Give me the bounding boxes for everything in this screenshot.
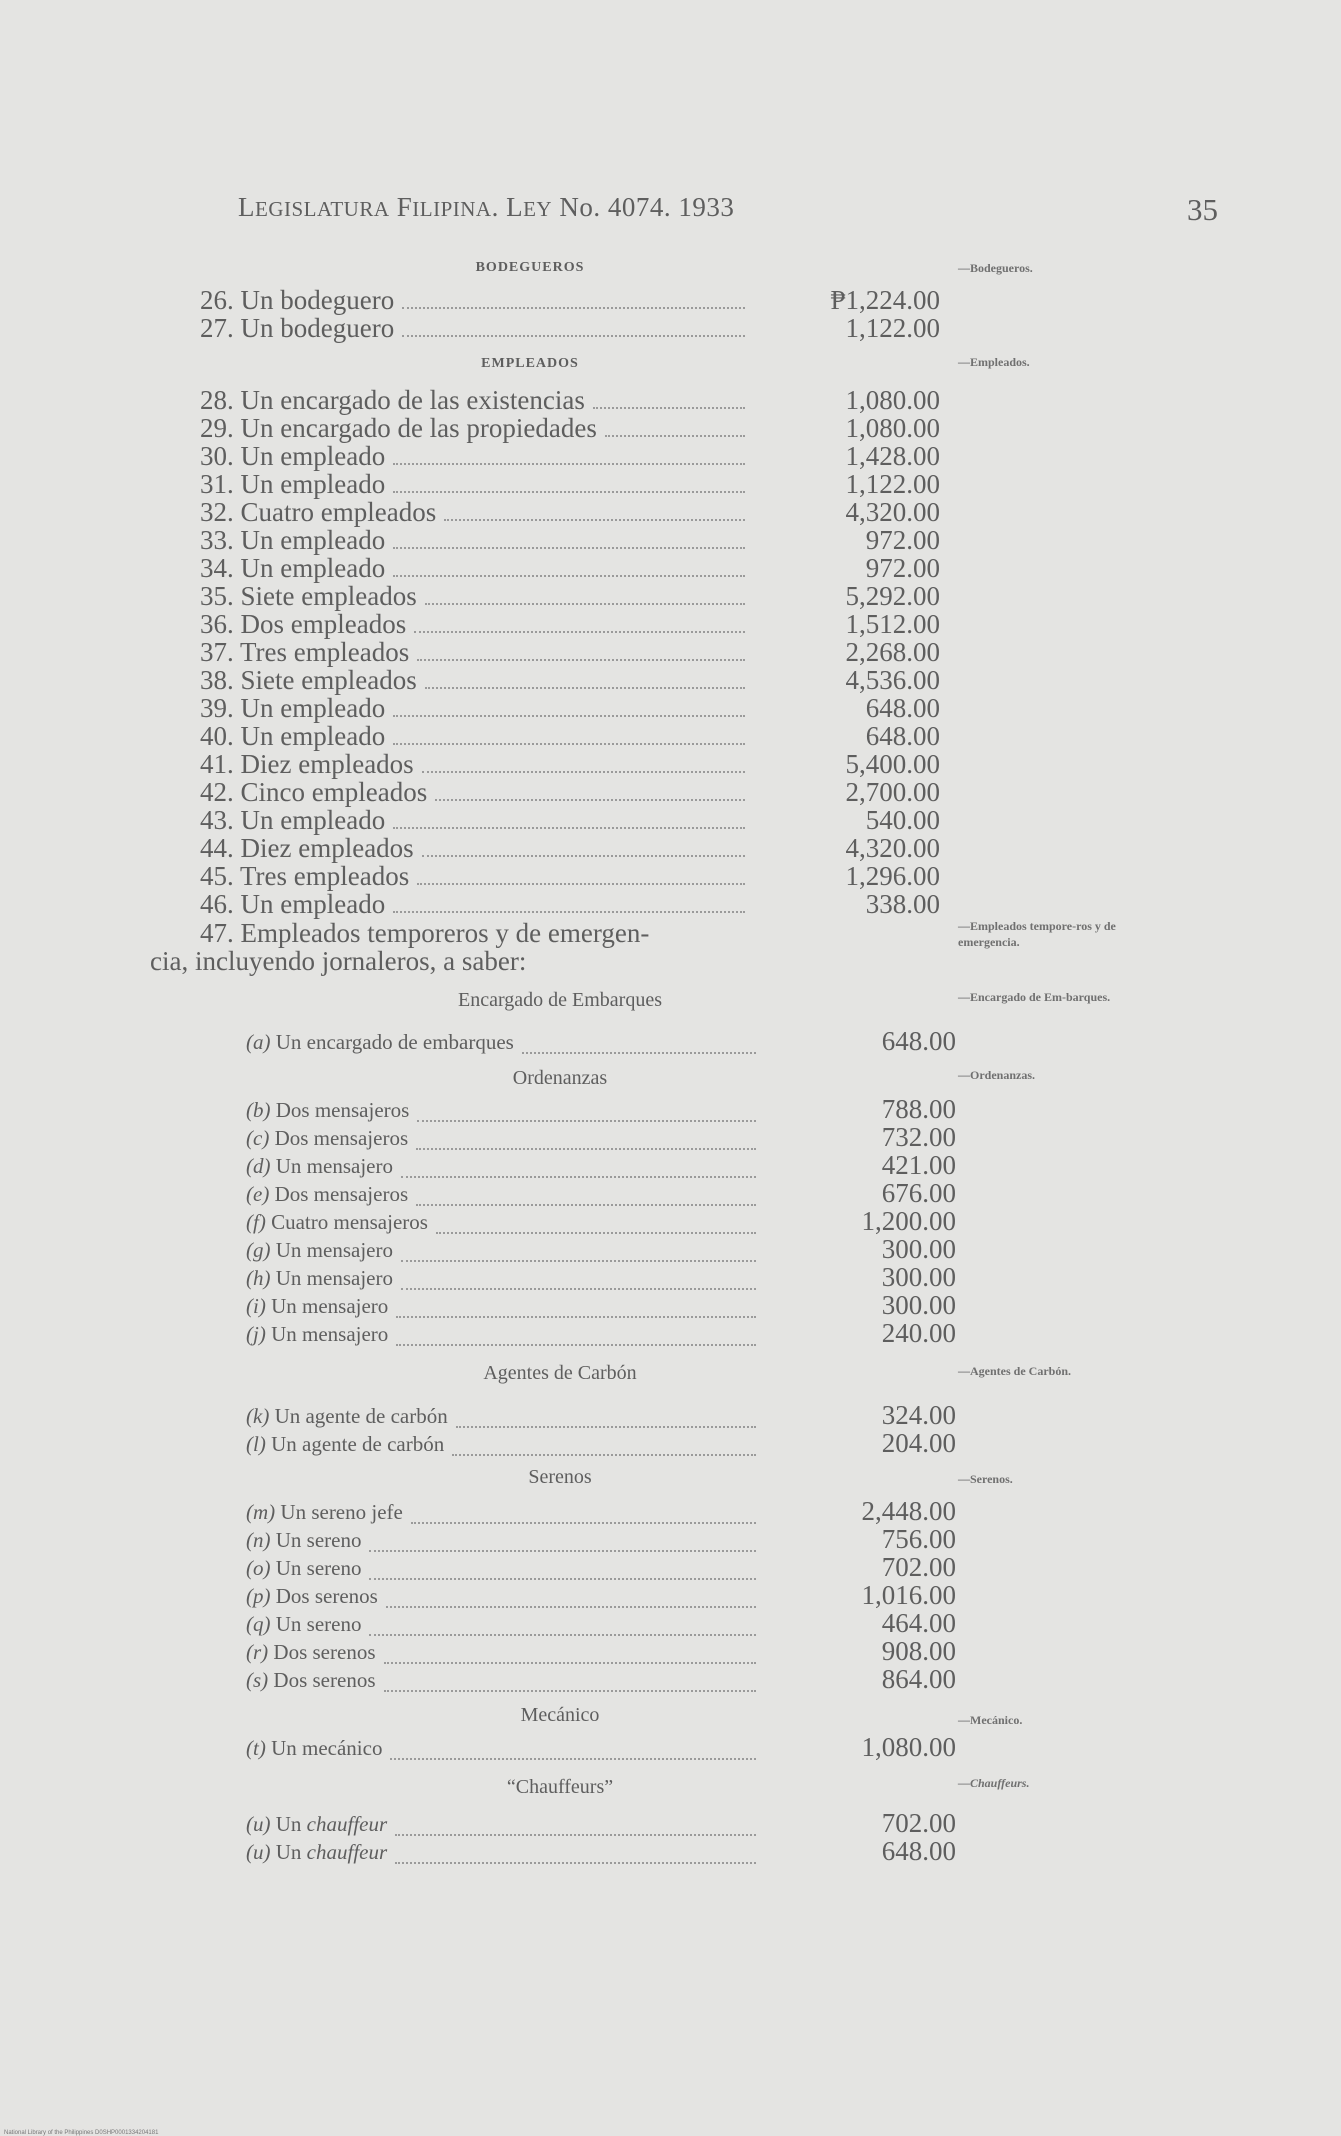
sub-item-amount: 421.00 <box>881 1150 956 1180</box>
sub-item-text: Cuatro mensajeros <box>271 1210 428 1234</box>
leader-dots <box>444 497 745 521</box>
leader-dots <box>605 413 745 437</box>
leader-dots <box>435 777 745 801</box>
sub-item-label <box>246 1640 376 1665</box>
item-amount: 1,080.00 <box>845 413 940 443</box>
leader-dots <box>386 1584 756 1608</box>
item-amount: 1,296.00 <box>845 861 940 891</box>
item-amount: 648.00 <box>865 693 940 723</box>
header-title: LEGISLATURA FILIPINA. LEY No. 4074. 1933 <box>238 192 735 222</box>
sub-item-amount: 204.00 <box>881 1428 956 1458</box>
leader-dots <box>395 1840 756 1864</box>
sub-item-label <box>246 1210 428 1235</box>
item-row <box>200 693 940 721</box>
sub-item-row <box>246 1664 956 1696</box>
sub-item-text: Dos mensajeros <box>275 1098 410 1122</box>
sub-item-label <box>246 1266 393 1291</box>
sub-item-amount: 676.00 <box>881 1178 956 1208</box>
item-47-line2: cia, incluyendo jornaleros, a saber: <box>150 946 527 976</box>
sub-item-text: Un sereno jefe <box>280 1500 403 1524</box>
item-row <box>200 805 940 833</box>
sub-item-label <box>246 1404 448 1429</box>
sub-item-label <box>246 1612 361 1637</box>
item-row <box>200 777 940 805</box>
leader-dots <box>384 1668 756 1692</box>
item-amount: 972.00 <box>865 553 940 583</box>
sub-item-letter: (p) <box>246 1584 271 1608</box>
running-header <box>238 192 1218 232</box>
item-row <box>200 609 940 637</box>
item-row <box>200 285 940 313</box>
page-number: 35 <box>1187 192 1218 227</box>
sub-item-amount: 240.00 <box>881 1318 956 1348</box>
leader-dots <box>401 1266 756 1290</box>
sub-item-amount: 1,016.00 <box>861 1580 956 1610</box>
sub-item-label <box>246 1030 514 1055</box>
sub-item-text: Un sereno <box>275 1556 362 1580</box>
sub-item-letter: (u) <box>246 1812 271 1836</box>
sub-item-letter: (b) <box>246 1098 271 1122</box>
leader-dots <box>393 525 745 549</box>
scan-footer: National Library of the Philippines D0SHP0001334204181 <box>4 2130 159 2136</box>
section-empleados: EMPLEADOS <box>481 356 579 371</box>
item-row <box>200 553 940 581</box>
item-amount: 5,292.00 <box>845 581 940 611</box>
leader-dots <box>395 1812 756 1836</box>
item-row <box>200 497 940 525</box>
sub-item-label <box>246 1126 408 1151</box>
sub-item-amount: 1,080.00 <box>861 1732 956 1762</box>
sub-item-label <box>246 1528 361 1553</box>
sub-item-text: Un mensajero <box>271 1294 389 1318</box>
item-label: 39. Un empleado <box>200 693 386 723</box>
sub-item-amount: 702.00 <box>881 1552 956 1582</box>
leader-dots <box>396 1294 756 1318</box>
item-row <box>200 385 940 413</box>
item-label: 28. Un encargado de las existencias <box>200 385 585 415</box>
section-serenos: Serenos <box>528 1466 592 1488</box>
item-label: 38. Siete empleados <box>200 665 417 695</box>
item-amount: 2,700.00 <box>845 777 940 807</box>
item-row <box>200 749 940 777</box>
margin-note-embarques: —Encargado de Em-barques. <box>958 990 1111 1004</box>
sub-item-text: Dos mensajeros <box>274 1126 409 1150</box>
sub-item-amount: 2,448.00 <box>861 1496 956 1526</box>
item-amount: 4,320.00 <box>845 833 940 863</box>
sub-item-text: Un mensajero <box>275 1154 393 1178</box>
item-row <box>200 889 940 917</box>
sub-item-text: Un sereno <box>275 1528 362 1552</box>
sub-item-amount: 702.00 <box>881 1808 956 1838</box>
item-row <box>200 441 940 469</box>
sub-item-amount: 908.00 <box>881 1636 956 1666</box>
sub-item-label <box>246 1812 387 1837</box>
leader-dots <box>417 637 745 661</box>
sub-item-letter: (n) <box>246 1528 271 1552</box>
sub-item-letter: (k) <box>246 1404 270 1428</box>
item-row <box>200 413 940 441</box>
sub-item-row <box>246 1026 956 1058</box>
sub-item-text: Dos mensajeros <box>274 1182 409 1206</box>
leader-dots <box>393 721 745 745</box>
section-embarques: Encargado de Embarques <box>458 989 662 1011</box>
section-mecanico: Mecánico <box>520 1704 600 1726</box>
leader-dots <box>393 805 745 829</box>
margin-note-ordenanzas: —Ordenanzas. <box>958 1068 1036 1082</box>
sub-item-label <box>246 1840 387 1865</box>
sub-item-amount: 732.00 <box>881 1122 956 1152</box>
item-amount: 648.00 <box>865 721 940 751</box>
margin-note-carbon: —Agentes de Carbón. <box>958 1364 1071 1378</box>
sub-item-letter: (j) <box>246 1322 266 1346</box>
margin-note-mecanico: —Mecánico. <box>958 1713 1023 1727</box>
sub-item-amount: 756.00 <box>881 1524 956 1554</box>
item-row <box>200 721 940 749</box>
sub-item-letter: (g) <box>246 1238 271 1262</box>
item-amount: 540.00 <box>865 805 940 835</box>
sub-item-amount: 788.00 <box>881 1094 956 1124</box>
sub-item-letter: (e) <box>246 1182 270 1206</box>
sub-item-row <box>246 1318 956 1350</box>
sub-item-row <box>246 1428 956 1460</box>
margin-note-empleados: —Empleados. <box>958 355 1030 369</box>
sub-item-label <box>246 1322 388 1347</box>
item-amount: 338.00 <box>865 889 940 919</box>
item-amount: 4,536.00 <box>845 665 940 695</box>
sub-item-label <box>246 1182 408 1207</box>
sub-item-label <box>246 1098 409 1123</box>
item-amount: 972.00 <box>865 525 940 555</box>
margin-note-chauffeurs: —Chauffeurs. <box>958 1776 1030 1790</box>
leader-dots <box>369 1528 756 1552</box>
sub-item-letter: (i) <box>246 1294 266 1318</box>
sub-item-text: Un mensajero <box>275 1238 393 1262</box>
item-label: 27. Un bodeguero <box>200 313 395 343</box>
sub-item-letter: (c) <box>246 1126 270 1150</box>
item-label: 30. Un empleado <box>200 441 386 471</box>
sub-item-amount: 464.00 <box>881 1608 956 1638</box>
sub-item-letter: (h) <box>246 1266 271 1290</box>
item-amount: 1,122.00 <box>845 313 940 343</box>
item-row <box>200 637 940 665</box>
leader-dots <box>452 1432 756 1456</box>
item-label: 33. Un empleado <box>200 525 386 555</box>
leader-dots <box>456 1404 756 1428</box>
leader-dots <box>396 1322 756 1346</box>
sub-item-label <box>246 1432 444 1457</box>
item-row <box>200 665 940 693</box>
sub-item-letter: (a) <box>246 1030 271 1054</box>
leader-dots <box>393 693 745 717</box>
item-label: 35. Siete empleados <box>200 581 417 611</box>
leader-dots <box>416 1126 756 1150</box>
item-amount: 1,080.00 <box>845 385 940 415</box>
leader-dots <box>393 553 745 577</box>
sub-item-text: Un mensajero <box>271 1322 389 1346</box>
item-amount: 2,268.00 <box>845 637 940 667</box>
leader-dots <box>593 385 745 409</box>
sub-item-label <box>246 1584 378 1609</box>
sub-item-label <box>246 1668 376 1693</box>
item-label: 42. Cinco empleados <box>200 777 428 807</box>
leader-dots <box>393 889 745 913</box>
item-label: 32. Cuatro empleados <box>200 497 437 527</box>
sub-item-letter: (q) <box>246 1612 271 1636</box>
section-bodegueros: BODEGUEROS <box>475 260 585 275</box>
sub-item-text: Dos serenos <box>275 1584 378 1608</box>
item-amount: 1,428.00 <box>845 441 940 471</box>
leader-dots <box>393 469 745 493</box>
item-amount: 4,320.00 <box>845 497 940 527</box>
margin-note-serenos: —Serenos. <box>958 1472 1013 1486</box>
item-label: 29. Un encargado de las propiedades <box>200 413 597 443</box>
item-amount: 5,400.00 <box>845 749 940 779</box>
leader-dots <box>393 441 745 465</box>
item-label: 40. Un empleado <box>200 721 386 751</box>
sub-item-amount: 300.00 <box>881 1262 956 1292</box>
sub-item-text: Un <box>275 1812 302 1836</box>
sub-item-amount: 324.00 <box>881 1400 956 1430</box>
item-amount: 1,122.00 <box>845 469 940 499</box>
leader-dots <box>369 1556 756 1580</box>
sub-item-text: Un <box>275 1840 302 1864</box>
sub-item-label <box>246 1556 361 1581</box>
leader-dots <box>401 1154 756 1178</box>
item-label: 44. Diez empleados <box>200 833 414 863</box>
section-carbon: Agentes de Carbón <box>483 1362 637 1384</box>
sub-item-text: Un agente de carbón <box>271 1432 445 1456</box>
item-row <box>200 313 940 341</box>
item-amount: 1,512.00 <box>845 609 940 639</box>
leader-dots <box>414 609 745 633</box>
sub-item-row <box>246 1732 956 1764</box>
sub-item-letter: (t) <box>246 1736 266 1760</box>
sub-item-letter: (r) <box>246 1640 269 1664</box>
sub-item-label <box>246 1736 382 1761</box>
sub-item-text: Dos serenos <box>273 1640 376 1664</box>
item-label: 26. Un bodeguero <box>200 285 395 315</box>
sub-item-amount: 864.00 <box>881 1664 956 1694</box>
section-chauffeurs: “Chauffeurs” <box>506 1776 614 1798</box>
sub-item-text: Dos serenos <box>273 1668 376 1692</box>
item-label: 45. Tres empleados <box>200 861 410 891</box>
leader-dots <box>436 1210 756 1234</box>
sub-item-amount: 648.00 <box>881 1026 956 1056</box>
sub-item-label <box>246 1294 388 1319</box>
sub-item-letter: (m) <box>246 1500 276 1524</box>
sub-item-amount: 300.00 <box>881 1234 956 1264</box>
item-label: 46. Un empleado <box>200 889 386 919</box>
sub-item-text: Un mecánico <box>271 1736 383 1760</box>
item-label: 43. Un empleado <box>200 805 386 835</box>
leader-dots <box>425 665 745 689</box>
leader-dots <box>522 1030 756 1054</box>
item-label: 36. Dos empleados <box>200 609 407 639</box>
leader-dots <box>422 749 745 773</box>
leader-dots <box>416 1182 756 1206</box>
sub-item-text: Un sereno <box>275 1612 362 1636</box>
sub-item-letter: (f) <box>246 1210 266 1234</box>
sub-item-row <box>246 1836 956 1868</box>
leader-dots <box>402 285 745 309</box>
item-amount: ₱1,224.00 <box>830 285 940 315</box>
leader-dots <box>411 1500 756 1524</box>
leader-dots <box>417 861 745 885</box>
item-row <box>200 581 940 609</box>
sub-item-letter: (s) <box>246 1668 269 1692</box>
item-label: 41. Diez empleados <box>200 749 414 779</box>
item-row <box>200 525 940 553</box>
leader-dots <box>369 1612 756 1636</box>
sub-item-label <box>246 1500 403 1525</box>
leader-dots <box>402 313 745 337</box>
item-label: 31. Un empleado <box>200 469 386 499</box>
section-ordenanzas: Ordenanzas <box>512 1067 608 1089</box>
leader-dots <box>401 1238 756 1262</box>
sub-item-letter: (d) <box>246 1154 271 1178</box>
leader-dots <box>425 581 745 605</box>
sub-item-amount: 648.00 <box>881 1836 956 1866</box>
sub-item-text: Un agente de carbón <box>274 1404 448 1428</box>
leader-dots <box>384 1640 756 1664</box>
leader-dots <box>417 1098 756 1122</box>
item-row <box>200 833 940 861</box>
sub-item-italic: chauffeur <box>306 1840 388 1864</box>
margin-note-bodegueros: —Bodegueros. <box>958 261 1033 275</box>
leader-dots <box>422 833 745 857</box>
sub-item-label <box>246 1154 393 1179</box>
sub-item-amount: 1,200.00 <box>861 1206 956 1236</box>
margin-note-temporeros: —Empleados tempore-ros y de emergencia. <box>958 919 1116 949</box>
sub-item-letter: (o) <box>246 1556 271 1580</box>
item-row <box>200 469 940 497</box>
item-label: 34. Un empleado <box>200 553 386 583</box>
sub-item-label <box>246 1238 393 1263</box>
item-row <box>200 861 940 889</box>
leader-dots <box>390 1736 756 1760</box>
sub-item-letter: (u) <box>246 1840 271 1864</box>
sub-item-amount: 300.00 <box>881 1290 956 1320</box>
item-47-line1: 47. Empleados temporeros y de emergen- <box>200 918 650 948</box>
sub-item-text: Un mensajero <box>275 1266 393 1290</box>
sub-item-text: Un encargado de embarques <box>275 1030 514 1054</box>
item-label: 37. Tres empleados <box>200 637 410 667</box>
sub-item-italic: chauffeur <box>306 1812 388 1836</box>
sub-item-letter: (l) <box>246 1432 266 1456</box>
